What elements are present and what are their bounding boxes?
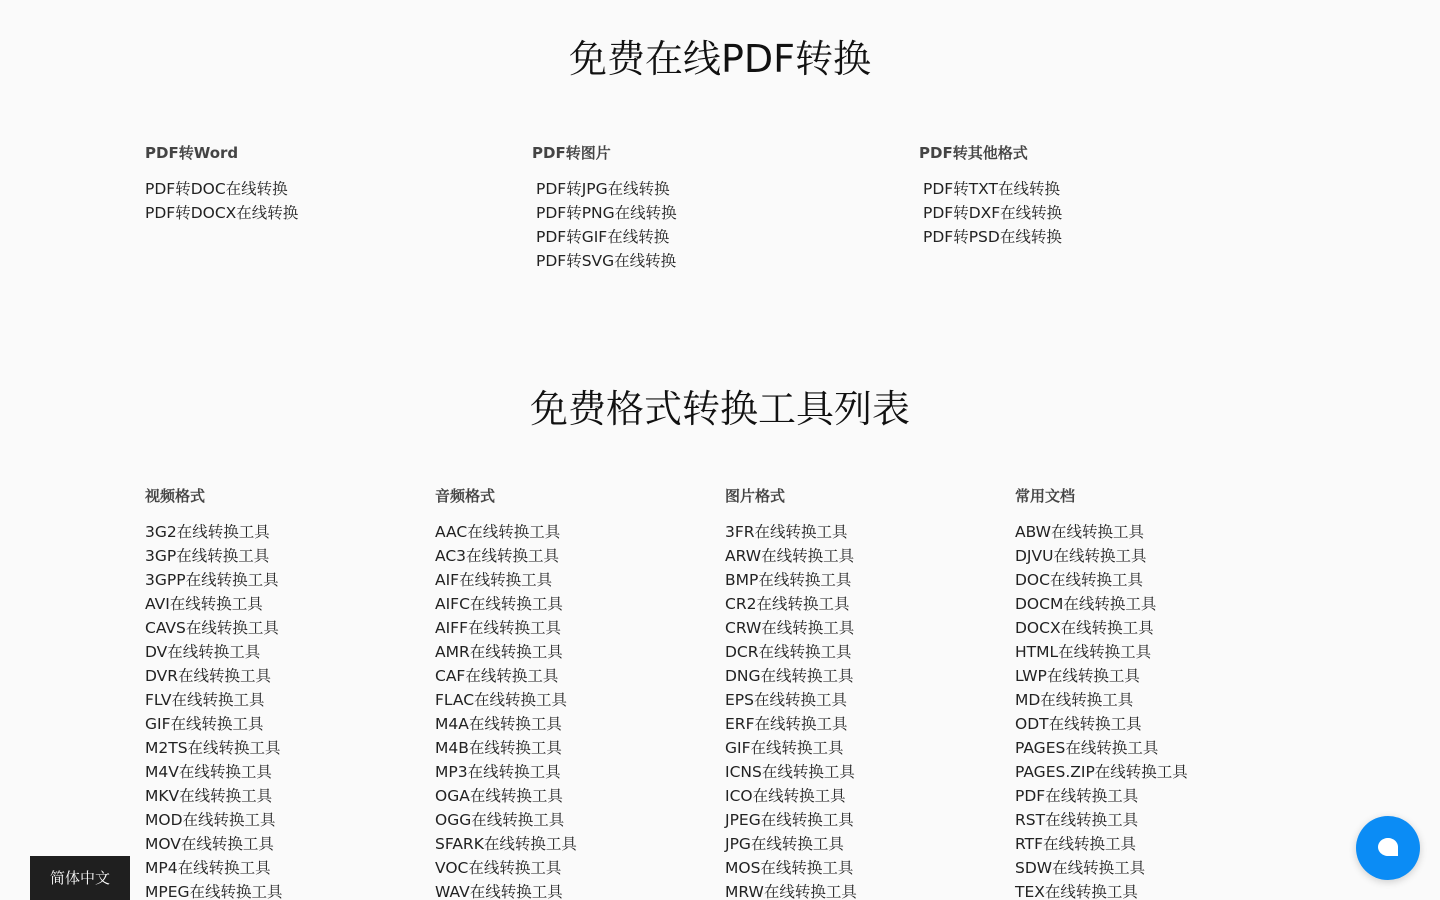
converter-link[interactable]: SFARK在线转换工具 — [435, 835, 577, 853]
list-item — [145, 544, 283, 568]
list-item — [725, 880, 857, 900]
list-item — [1015, 832, 1188, 856]
converter-link[interactable]: PDF转JPG在线转换 — [536, 180, 670, 198]
list-item — [725, 712, 857, 736]
list-item — [1015, 520, 1188, 544]
list-item — [923, 201, 1062, 225]
list-item — [145, 640, 283, 664]
converter-link[interactable]: AVI在线转换工具 — [145, 595, 263, 613]
converter-link[interactable]: PDF转TXT在线转换 — [923, 180, 1060, 198]
converter-link[interactable]: PDF转GIF在线转换 — [536, 228, 670, 246]
converter-link[interactable]: HTML在线转换工具 — [1015, 643, 1152, 661]
list-item — [725, 616, 857, 640]
converter-link[interactable]: AIF在线转换工具 — [435, 571, 553, 589]
list-item — [145, 880, 283, 900]
language-switch-button[interactable]: 简体中文 — [30, 856, 130, 900]
converter-link[interactable]: FLV在线转换工具 — [145, 691, 265, 709]
list-item — [145, 832, 283, 856]
converter-link[interactable]: M4V在线转换工具 — [145, 763, 272, 781]
chat-bubble-icon — [1376, 836, 1400, 860]
chat-button[interactable] — [1356, 816, 1420, 880]
converter-link[interactable]: 3FR在线转换工具 — [725, 523, 848, 541]
converter-link[interactable]: PDF转PNG在线转换 — [536, 204, 677, 222]
tools-column-document — [1015, 486, 1188, 900]
column-heading: 图片格式 — [725, 487, 786, 505]
list-item — [725, 688, 857, 712]
list-item — [1015, 640, 1188, 664]
converter-link[interactable]: GIF在线转换工具 — [145, 715, 264, 733]
converter-link[interactable]: EPS在线转换工具 — [725, 691, 847, 709]
tools-section-title: 免费格式转换工具列表 — [529, 387, 910, 431]
converter-link[interactable]: ABW在线转换工具 — [1015, 523, 1145, 541]
list-item — [1015, 592, 1188, 616]
converter-link[interactable]: PDF在线转换工具 — [1015, 787, 1139, 805]
converter-link[interactable]: PDF转PSD在线转换 — [923, 228, 1062, 246]
converter-link[interactable]: DJVU在线转换工具 — [1015, 547, 1147, 565]
list-item — [1015, 736, 1188, 760]
converter-link[interactable]: MP4在线转换工具 — [145, 859, 271, 877]
list-item — [435, 736, 577, 760]
converter-link[interactable]: MOV在线转换工具 — [145, 835, 274, 853]
tools-column-audio — [435, 486, 577, 900]
list-item — [435, 760, 577, 784]
list-item — [145, 616, 283, 640]
list-item — [435, 616, 577, 640]
list-item — [435, 808, 577, 832]
list-item — [145, 688, 283, 712]
list-item — [725, 664, 857, 688]
converter-link[interactable]: ARW在线转换工具 — [725, 547, 855, 565]
converter-link[interactable]: DV在线转换工具 — [145, 643, 261, 661]
list-item — [145, 664, 283, 688]
converter-link[interactable]: DNG在线转换工具 — [725, 667, 854, 685]
column-heading: PDF转Word — [145, 144, 239, 162]
converter-link[interactable]: PDF转SVG在线转换 — [536, 252, 677, 270]
converter-link[interactable]: CRW在线转换工具 — [725, 619, 855, 637]
converter-link[interactable]: MOD在线转换工具 — [145, 811, 276, 829]
list-item — [1015, 784, 1188, 808]
converter-link[interactable]: PAGES在线转换工具 — [1015, 739, 1159, 757]
list-item — [725, 808, 857, 832]
list-item — [725, 760, 857, 784]
list-item — [1015, 568, 1188, 592]
link-list — [1015, 520, 1188, 900]
converter-link[interactable]: JPG在线转换工具 — [725, 835, 844, 853]
list-item — [725, 832, 857, 856]
converter-link[interactable]: SDW在线转换工具 — [1015, 859, 1146, 877]
converter-link[interactable]: JPEG在线转换工具 — [725, 811, 854, 829]
list-item — [536, 249, 677, 273]
list-item — [725, 784, 857, 808]
column-heading: 视频格式 — [145, 487, 206, 505]
converter-link[interactable]: PDF转DXF在线转换 — [923, 204, 1063, 222]
list-item — [725, 856, 857, 880]
list-item — [435, 832, 577, 856]
list-item — [145, 201, 298, 225]
list-item — [725, 736, 857, 760]
column-heading: 音频格式 — [435, 487, 496, 505]
converter-link[interactable]: DOCM在线转换工具 — [1015, 595, 1157, 613]
converter-link[interactable]: 3GP在线转换工具 — [145, 547, 270, 565]
list-item — [145, 736, 283, 760]
converter-link[interactable]: MPEG在线转换工具 — [145, 883, 283, 900]
list-item — [1015, 616, 1188, 640]
pdf-section-title: 免费在线PDF转换 — [568, 37, 872, 81]
list-item — [145, 568, 283, 592]
converter-link[interactable]: AIFC在线转换工具 — [435, 595, 563, 613]
link-list — [145, 177, 298, 225]
list-item — [725, 640, 857, 664]
list-item — [536, 201, 677, 225]
list-item — [435, 688, 577, 712]
converter-link[interactable]: CR2在线转换工具 — [725, 595, 850, 613]
list-item — [1015, 688, 1188, 712]
list-item — [1015, 760, 1188, 784]
converter-link[interactable]: ODT在线转换工具 — [1015, 715, 1142, 733]
pdf-column-image — [532, 143, 677, 273]
link-list — [435, 520, 577, 900]
converter-link[interactable]: 3GPP在线转换工具 — [145, 571, 279, 589]
list-item — [1015, 808, 1188, 832]
link-list — [725, 520, 857, 900]
converter-link[interactable]: ICO在线转换工具 — [725, 787, 846, 805]
converter-link[interactable]: AC3在线转换工具 — [435, 547, 560, 565]
list-item — [145, 177, 298, 201]
converter-link[interactable]: MOS在线转换工具 — [725, 859, 854, 877]
converter-link[interactable]: OGA在线转换工具 — [435, 787, 563, 805]
list-item — [725, 592, 857, 616]
converter-link[interactable]: DOCX在线转换工具 — [1015, 619, 1154, 637]
link-list — [532, 177, 677, 273]
converter-link[interactable]: RTF在线转换工具 — [1015, 835, 1137, 853]
tools-column-image — [725, 486, 857, 900]
column-heading: PDF转其他格式 — [919, 144, 1028, 162]
converter-link[interactable]: ICNS在线转换工具 — [725, 763, 855, 781]
list-item — [435, 880, 577, 900]
tools-column-video — [145, 486, 283, 900]
converter-link[interactable]: PDF转DOC在线转换 — [145, 180, 288, 198]
converter-link[interactable]: AMR在线转换工具 — [435, 643, 563, 661]
converter-link[interactable]: BMP在线转换工具 — [725, 571, 852, 589]
list-item — [145, 856, 283, 880]
converter-link[interactable]: AIFF在线转换工具 — [435, 619, 562, 637]
list-item — [435, 520, 577, 544]
list-item — [145, 520, 283, 544]
converter-link[interactable]: M4A在线转换工具 — [435, 715, 562, 733]
converter-link[interactable]: MRW在线转换工具 — [725, 883, 857, 900]
list-item — [1015, 880, 1188, 900]
list-item — [435, 664, 577, 688]
converter-link[interactable]: DOC在线转换工具 — [1015, 571, 1143, 589]
converter-link[interactable]: DVR在线转换工具 — [145, 667, 272, 685]
converter-link[interactable]: CAF在线转换工具 — [435, 667, 559, 685]
list-item — [435, 640, 577, 664]
pdf-column-word — [145, 143, 298, 225]
converter-link[interactable]: OGG在线转换工具 — [435, 811, 565, 829]
list-item — [725, 520, 857, 544]
converter-link[interactable]: VOC在线转换工具 — [435, 859, 562, 877]
list-item — [435, 784, 577, 808]
list-item — [145, 784, 283, 808]
column-heading: PDF转图片 — [532, 144, 611, 162]
converter-link[interactable]: MP3在线转换工具 — [435, 763, 561, 781]
converter-link[interactable]: ERF在线转换工具 — [725, 715, 848, 733]
list-item — [145, 712, 283, 736]
converter-link[interactable]: RST在线转换工具 — [1015, 811, 1139, 829]
list-item — [145, 592, 283, 616]
converter-link[interactable]: CAVS在线转换工具 — [145, 619, 279, 637]
list-item — [1015, 544, 1188, 568]
list-item — [145, 760, 283, 784]
list-item — [145, 808, 283, 832]
converter-link[interactable]: PDF转DOCX在线转换 — [145, 204, 299, 222]
list-item — [536, 225, 677, 249]
converter-link[interactable]: M2TS在线转换工具 — [145, 739, 281, 757]
list-item — [435, 856, 577, 880]
converter-link[interactable]: MKV在线转换工具 — [145, 787, 273, 805]
converter-link[interactable]: LWP在线转换工具 — [1015, 667, 1140, 685]
list-item — [435, 592, 577, 616]
pdf-column-other — [919, 143, 1062, 249]
converter-link[interactable]: AAC在线转换工具 — [435, 523, 561, 541]
converter-link[interactable]: 3G2在线转换工具 — [145, 523, 270, 541]
list-item — [435, 544, 577, 568]
list-item — [725, 568, 857, 592]
list-item — [435, 712, 577, 736]
converter-link[interactable]: FLAC在线转换工具 — [435, 691, 568, 709]
converter-link[interactable]: MD在线转换工具 — [1015, 691, 1134, 709]
converter-link[interactable]: M4B在线转换工具 — [435, 739, 562, 757]
list-item — [1015, 856, 1188, 880]
list-item — [923, 177, 1062, 201]
list-item — [1015, 664, 1188, 688]
converter-link[interactable]: GIF在线转换工具 — [725, 739, 844, 757]
link-list — [919, 177, 1062, 249]
column-heading: 常用文档 — [1015, 487, 1076, 505]
list-item — [1015, 712, 1188, 736]
converter-link[interactable]: WAV在线转换工具 — [435, 883, 563, 900]
converter-link[interactable]: PAGES.ZIP在线转换工具 — [1015, 763, 1188, 781]
list-item — [435, 568, 577, 592]
link-list — [145, 520, 283, 900]
converter-link[interactable]: TEX在线转换工具 — [1015, 883, 1138, 900]
converter-link[interactable]: DCR在线转换工具 — [725, 643, 852, 661]
list-item — [923, 225, 1062, 249]
list-item — [725, 544, 857, 568]
list-item — [536, 177, 677, 201]
